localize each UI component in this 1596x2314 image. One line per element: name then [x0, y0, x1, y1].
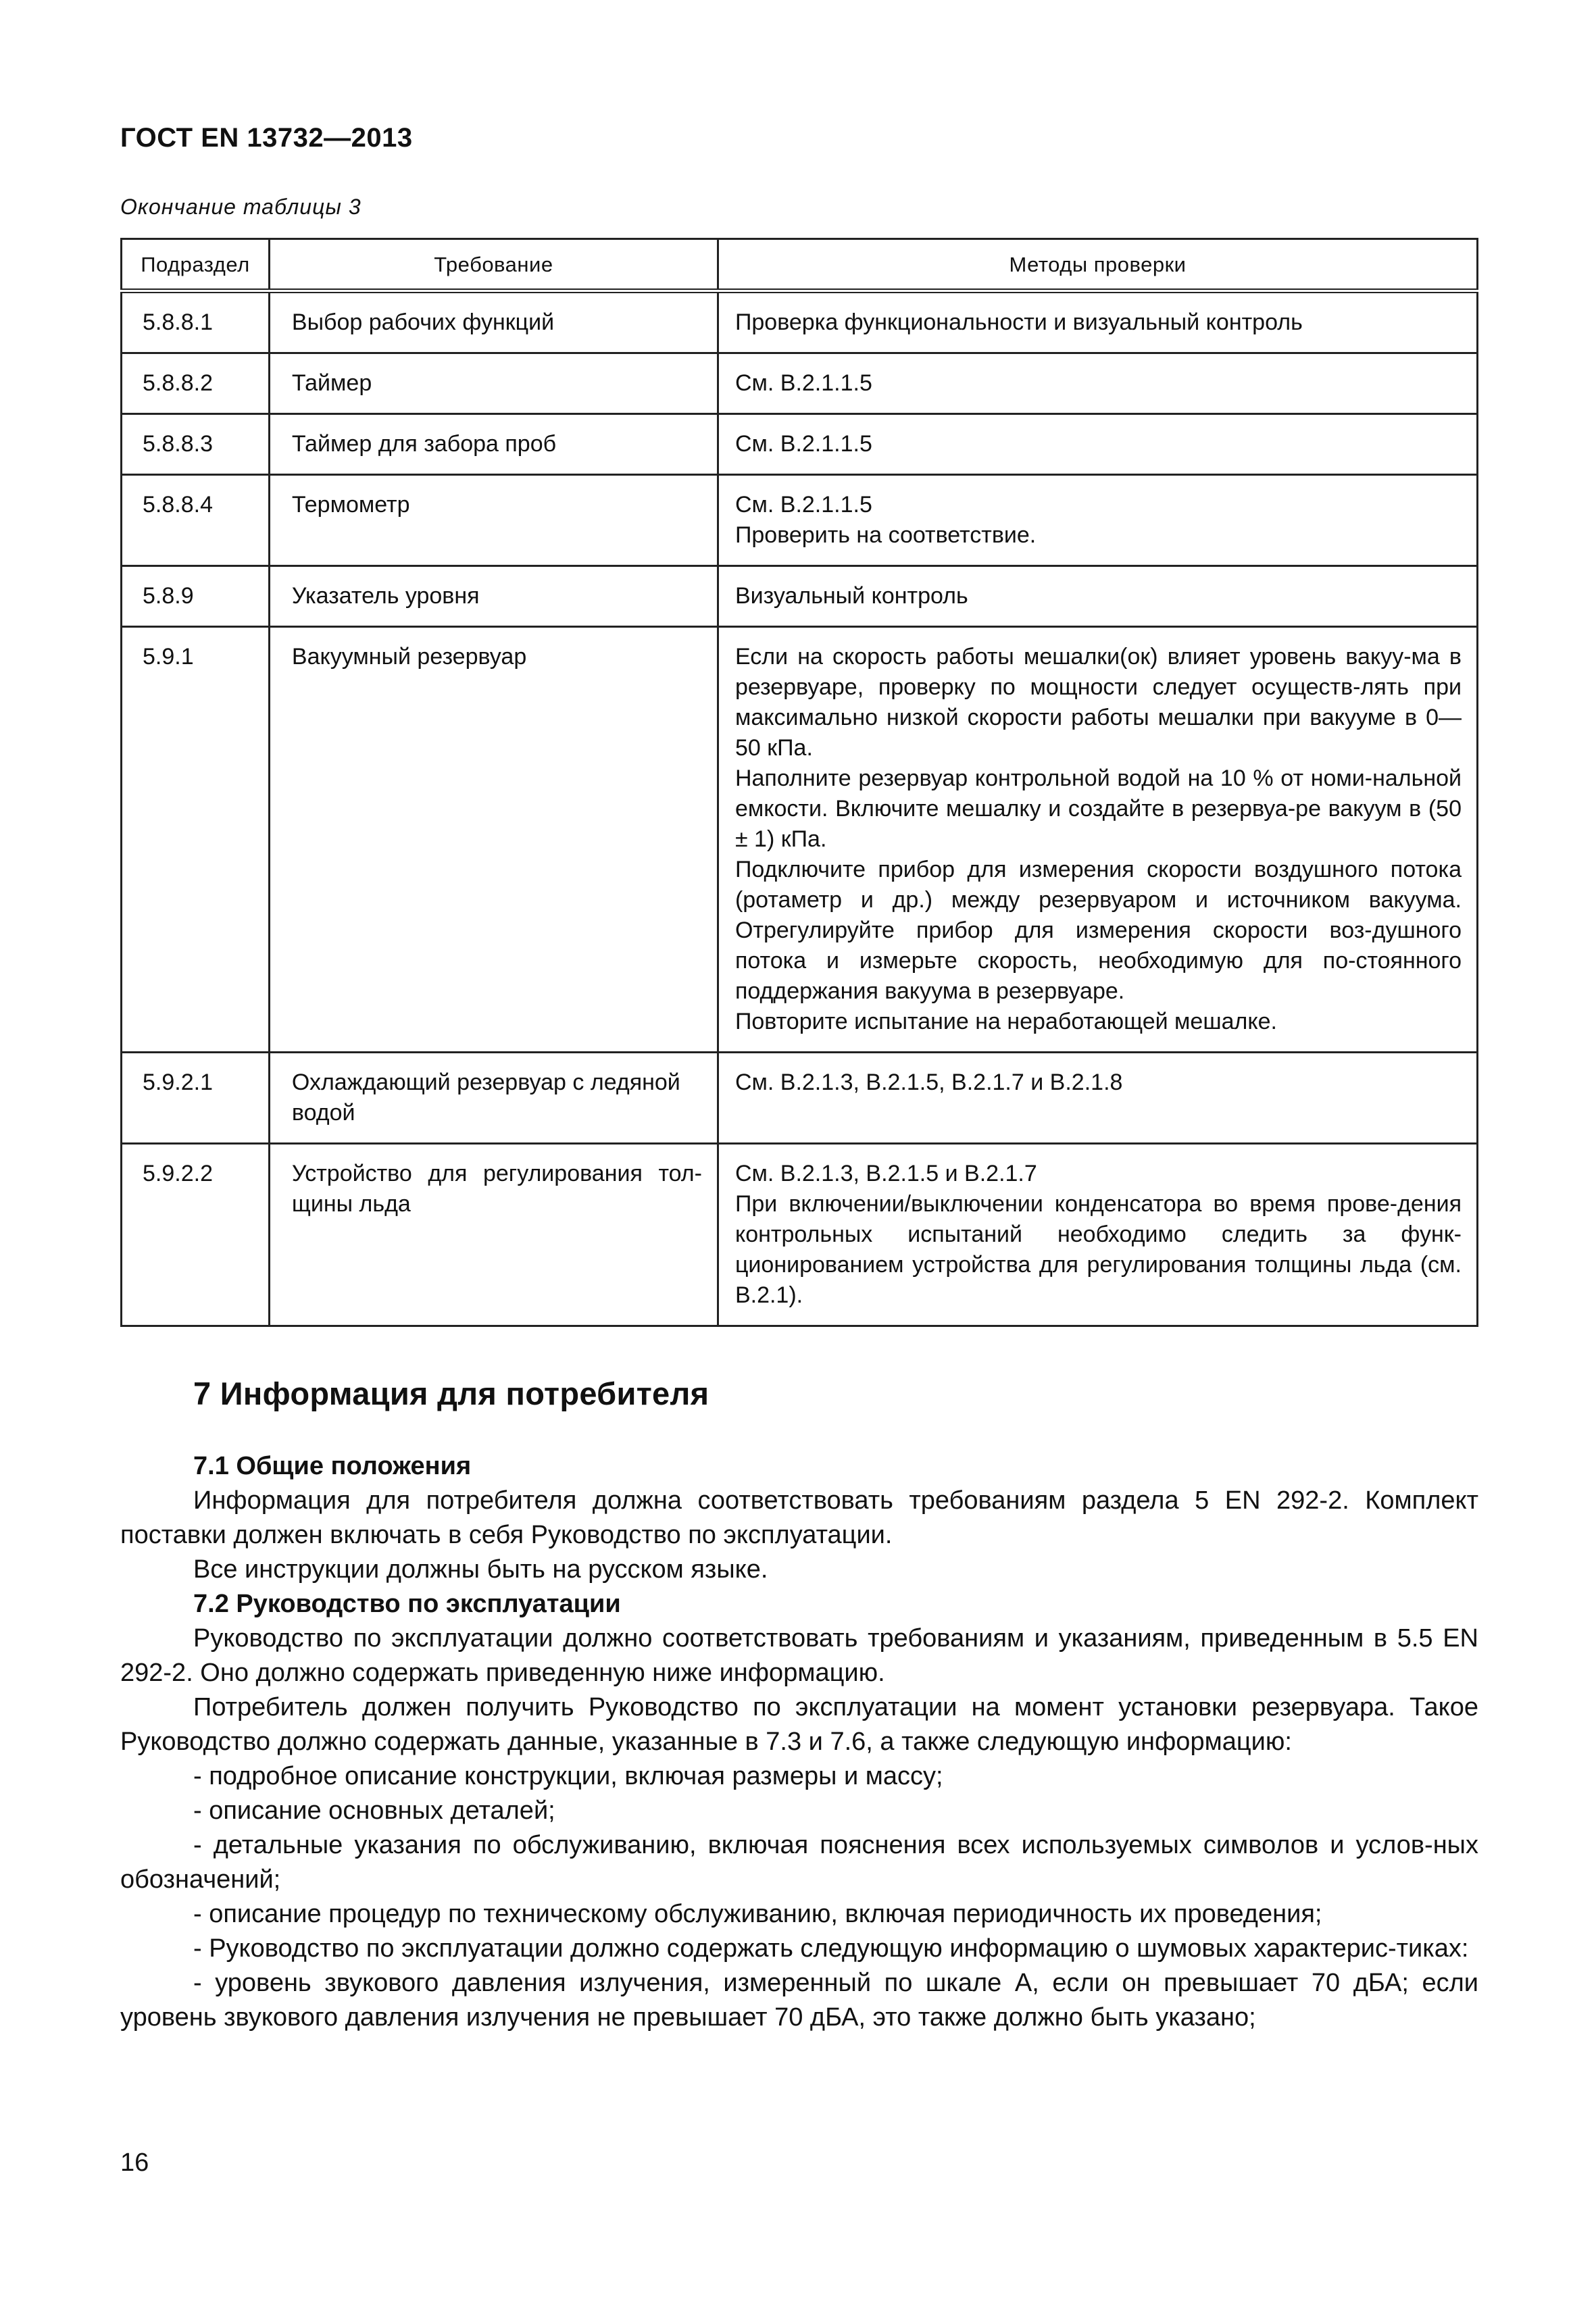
- document-header: ГОСТ EN 13732—2013: [120, 123, 413, 153]
- requirement-cell: [269, 627, 718, 1053]
- subsection-cell: 5.9.1: [122, 627, 270, 1053]
- methods-cell: [718, 1144, 1477, 1326]
- methods-text: Визуальный контроль: [734, 583, 968, 609]
- table-row: [122, 1144, 1478, 1326]
- requirement-cell: [269, 1053, 718, 1144]
- methods-text: См. В.2.1.1.5: [734, 370, 872, 396]
- list-item: - подробное описание конструкции, включая размеры и массу;: [193, 1762, 943, 1790]
- subsection-cell: 5.9.2.2: [122, 1144, 270, 1326]
- table-row: [122, 1053, 1478, 1144]
- list-item: - уровень звукового давления излучения, измеренный по шкале А, если он превышает 70 дБА; если уровень звукового давления излучения не превышает 70 дБА, это также должно быть указано;: [120, 1969, 1478, 2032]
- subsection-cell: 5.9.2.1: [122, 1053, 270, 1144]
- methods-text: Наполните резервуар контрольной водой на 10 % от номи-нальной емкости. Включите мешалку и создайте в резервуа-ре вакуум в (50 ± 1) кПа.: [734, 765, 1462, 852]
- subsection-cell: 5.8.8.3: [122, 414, 270, 475]
- requirement-text: Указатель уровня: [291, 583, 480, 609]
- methods-text: Проверить на соответствие.: [734, 522, 1037, 548]
- paragraph: Потребитель должен получить Руководство по эксплуатации на момент установки резервуара. Такое Руководство должно содержать данные, указанные в 7.3 и 7.6, а также следующую информацию:: [120, 1693, 1478, 1756]
- subsection-cell: 5.8.8.2: [122, 353, 270, 414]
- requirement-text: Таймер: [291, 370, 372, 396]
- subsection-cell: 5.8.8.1: [122, 291, 270, 353]
- methods-cell: [718, 353, 1477, 414]
- paragraph: Руководство по эксплуатации должно соответствовать требованиям и указаниям, приведенным в 5.5 EN 292-2. Оно должно содержать приведенную ниже информацию.: [120, 1624, 1478, 1687]
- requirement-text: Выбор рабочих функций: [291, 309, 555, 335]
- table-row: [122, 627, 1478, 1053]
- methods-cell: [718, 627, 1477, 1053]
- methods-text: См. В.2.1.1.5: [734, 431, 872, 457]
- table-row: [122, 475, 1478, 566]
- requirement-text: Охлаждающий резервуар с ледяной водой: [291, 1070, 680, 1126]
- column-header-methods: Методы проверки: [718, 239, 1477, 291]
- requirement-cell: [269, 414, 718, 475]
- subsection-cell: 5.8.8.4: [122, 475, 270, 566]
- column-header-subsection: Подраздел: [122, 239, 270, 291]
- column-header-requirement: Требование: [269, 239, 718, 291]
- table-caption: Окончание таблицы 3: [120, 195, 361, 219]
- list-item: - детальные указания по обслуживанию, включая пояснения всех используемых символов и услов-ных обозначений;: [120, 1831, 1478, 1894]
- section-body: [120, 1449, 1478, 2035]
- table-row: [122, 414, 1478, 475]
- requirement-text: Устройство для регулирования тол-щины льда: [291, 1161, 702, 1217]
- methods-text: См. В.2.1.1.5: [734, 492, 872, 518]
- table-header-row: [122, 239, 1478, 291]
- section-heading: 7 Информация для потребителя: [193, 1376, 709, 1411]
- methods-text: Повторите испытание на неработающей мешалке.: [734, 1009, 1277, 1034]
- methods-cell: [718, 414, 1477, 475]
- methods-text: См. В.2.1.3, В.2.1.5, В.2.1.7 и В.2.1.8: [734, 1070, 1123, 1095]
- list-item: - описание процедур по техническому обслуживанию, включая периодичность их проведения;: [193, 1900, 1322, 1928]
- methods-cell: [718, 475, 1477, 566]
- requirement-cell: [269, 475, 718, 566]
- table-row: [122, 291, 1478, 353]
- requirement-text: Термометр: [291, 492, 410, 518]
- methods-text: См. В.2.1.3, В.2.1.5 и В.2.1.7: [734, 1161, 1037, 1186]
- methods-text: Подключите прибор для измерения скорости воздушного потока (ротаметр и др.) между резервуаром и источником вакуума. Отрегулируйте прибор для измерения скорости воз-душного потока и измерьте скорость, необходимую для по-стоянного поддержания вакуума в резервуаре.: [734, 857, 1462, 1004]
- table-row: [122, 353, 1478, 414]
- methods-cell: [718, 566, 1477, 627]
- subsection-heading: 7.2 Руководство по эксплуатации: [193, 1590, 621, 1618]
- requirement-text: Таймер для забора проб: [291, 431, 557, 457]
- subsection-cell: 5.8.9: [122, 566, 270, 627]
- methods-cell: [718, 1053, 1477, 1144]
- subsection-heading: 7.1 Общие положения: [193, 1452, 472, 1480]
- requirement-cell: [269, 566, 718, 627]
- requirement-cell: [269, 1144, 718, 1326]
- requirement-cell: [269, 291, 718, 353]
- methods-text: Если на скорость работы мешалки(ок) влияет уровень вакуу-ма в резервуаре, проверку по мощности следует осуществ-лять при максимально низкой скорости работы мешалки при вакууме в 0—50 кПа.: [734, 644, 1462, 761]
- methods-text: При включении/выключении конденсатора во время прове-дения контрольных испытаний необходимо следить за функ-ционированием устройства для регулирования толщины льда (см. В.2.1).: [734, 1191, 1462, 1308]
- list-item: - Руководство по эксплуатации должно содержать следующую информацию о шумовых характерис-тиках:: [193, 1934, 1469, 1963]
- methods-text: Проверка функциональности и визуальный контроль: [734, 309, 1303, 335]
- requirement-cell: [269, 353, 718, 414]
- page-number: 16: [120, 2148, 149, 2177]
- requirement-text: Вакуумный резервуар: [291, 644, 527, 670]
- paragraph: Информация для потребителя должна соответствовать требованиям раздела 5 EN 292-2. Комплект поставки должен включать в себя Руководство по эксплуатации.: [120, 1486, 1478, 1549]
- methods-cell: [718, 291, 1477, 353]
- list-item: - описание основных деталей;: [193, 1796, 555, 1825]
- table-row: [122, 566, 1478, 627]
- paragraph: Все инструкции должны быть на русском языке.: [193, 1555, 768, 1584]
- requirements-table: [120, 238, 1478, 1327]
